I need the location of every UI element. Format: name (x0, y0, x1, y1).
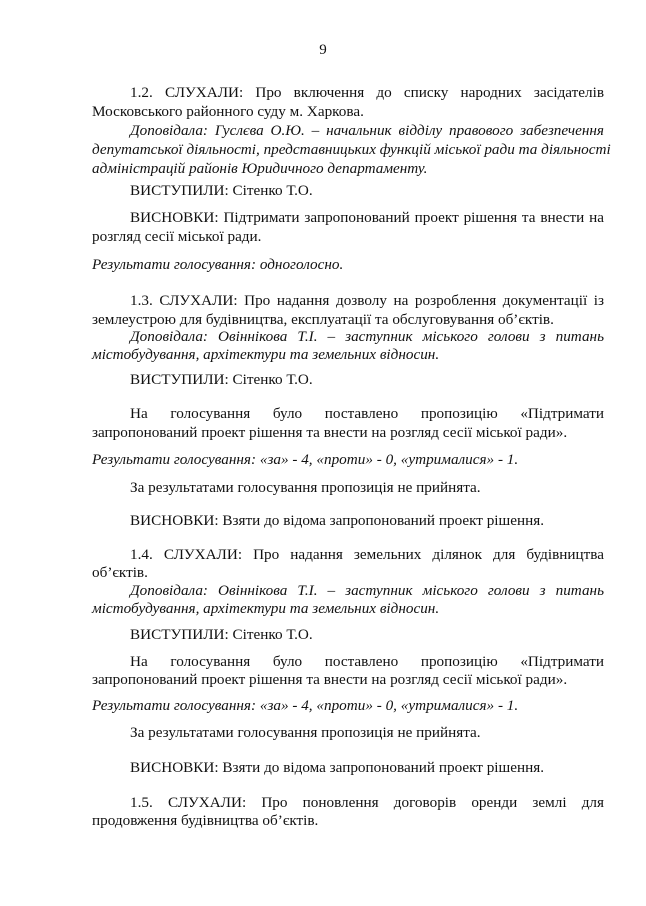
item-1-4-vote: Результати голосування: «за» - 4, «проти» - 0, «утрималися» - 1. (92, 697, 519, 714)
item-1-2-conclusion-line-1: ВИСНОВКИ: Підтримати запропонований проект рішення та внести на (130, 209, 604, 226)
item-1-4-heard-line-1: 1.4. СЛУХАЛИ: Про надання земельних ділянок для будівництва (130, 546, 604, 563)
item-1-2-heard-line-2: Московського районного суду м. Харкова. (92, 103, 364, 120)
item-1-3-motion-line-1: На голосування було поставлено пропозицію «Підтримати (130, 405, 604, 422)
item-1-2-speaker-line-1: Доповідала: Гуслєва О.Ю. – начальник відділу правового забезпечення (130, 122, 604, 139)
item-1-2-speaker-line-3: адміністрацій районів Юридичного департаменту. (92, 160, 428, 177)
item-1-2-vote: Результати голосування: одноголосно. (92, 256, 344, 273)
item-1-3-heard-line-2: землеустрою для будівництва, експлуатації та обслуговування об’єктів. (92, 311, 554, 328)
item-1-4-result: За результатами голосування пропозиція не прийнята. (130, 724, 481, 741)
item-1-4-speaker-line-1: Доповідала: Овіннікова Т.І. – заступник міського голови з питань (130, 582, 604, 599)
item-1-2-speaker-line-2: депутатської діяльності, представницьких функцій міської ради та діяльності (92, 141, 611, 158)
item-1-4-speaker-line-2: містобудування, архітектури та земельних відносин. (92, 600, 440, 617)
item-1-3-conclusion: ВИСНОВКИ: Взяти до відома запропонований проект рішення. (130, 512, 544, 529)
item-1-3-heard-line-1: 1.3. СЛУХАЛИ: Про надання дозволу на розроблення документації із (130, 292, 604, 309)
item-1-3-speaker-line-2: містобудування, архітектури та земельних відносин. (92, 346, 440, 363)
item-1-3-result: За результатами голосування пропозиція не прийнята. (130, 479, 481, 496)
item-1-2-conclusion-line-2: розгляд сесії міської ради. (92, 228, 262, 245)
item-1-3-spoke: ВИСТУПИЛИ: Сітенко Т.О. (130, 371, 313, 388)
item-1-3-vote: Результати голосування: «за» - 4, «проти» - 0, «утрималися» - 1. (92, 451, 519, 468)
item-1-4-motion-line-2: запропонований проект рішення та внести на розгляд сесії міської ради». (92, 671, 568, 688)
item-1-2-spoke: ВИСТУПИЛИ: Сітенко Т.О. (130, 182, 313, 199)
item-1-5-heard-line-1: 1.5. СЛУХАЛИ: Про поновлення договорів оренди землі для (130, 794, 604, 811)
page-number: 9 (319, 42, 327, 58)
item-1-4-spoke: ВИСТУПИЛИ: Сітенко Т.О. (130, 626, 313, 643)
item-1-2-heard-line-1: 1.2. СЛУХАЛИ: Про включення до списку народних засідателів (130, 84, 604, 101)
item-1-5-heard-line-2: продовження будівництва об’єктів. (92, 812, 319, 829)
item-1-3-speaker-line-1: Доповідала: Овіннікова Т.І. – заступник міського голови з питань (130, 328, 604, 345)
item-1-4-heard-line-2: об’єктів. (92, 564, 148, 581)
item-1-3-motion-line-2: запропонований проект рішення та внести на розгляд сесії міської ради». (92, 424, 568, 441)
item-1-4-conclusion: ВИСНОВКИ: Взяти до відома запропонований проект рішення. (130, 759, 544, 776)
item-1-4-motion-line-1: На голосування було поставлено пропозицію «Підтримати (130, 653, 604, 670)
